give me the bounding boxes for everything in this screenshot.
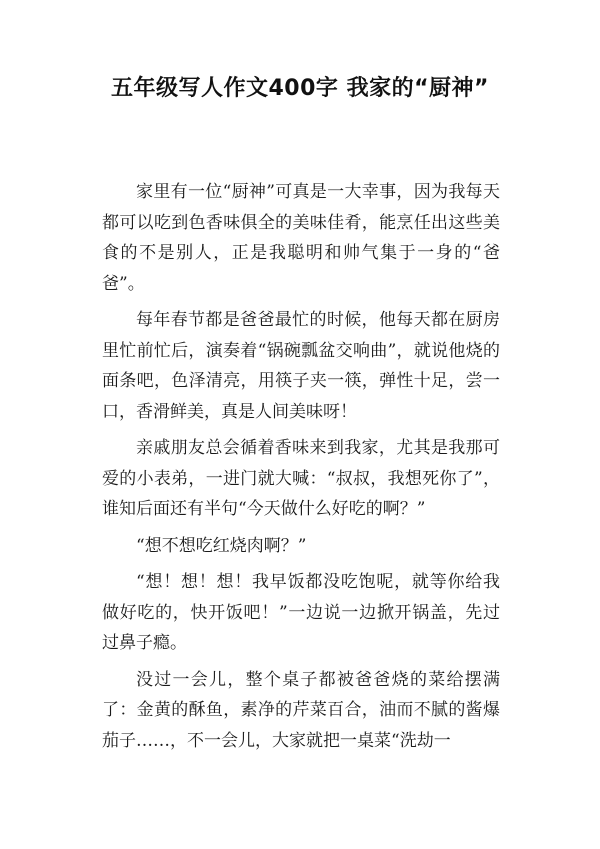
paragraph-4: “想不想吃红烧肉啊？” [136, 535, 307, 556]
paragraph-6: 没过一会儿，整个桌子都被爸爸烧的菜给摆满了：金黄的酥鱼，素净的芹菜百合，油而不腻的酱爆茄子……，不一会儿，大家就把一桌菜“洗劫一 [102, 669, 500, 751]
paragraph-5: “想！想！想！我早饭都没吃饱呢，就等你给我做好吃的，快开饭吧！”一边说一边掀开锅盖，先过过鼻子瘾。 [102, 572, 500, 653]
paragraph-3: 亲戚朋友总会循着香味来到我家，尤其是我那可爱的小表弟，一进门就大喊：“叔叔，我想死你了”，谁知后面还有半句“今天做什么好吃的啊？” [102, 438, 500, 519]
paragraph-1: 家里有一位“厨神”可真是一大幸事，因为我每天都可以吃到色香味俱全的美味佳肴，能烹任出这些美食的不是别人，正是我聪明和帅气集于一身的“爸爸”。 [102, 182, 500, 294]
article-body [102, 177, 500, 762]
paragraph-2: 每年春节都是爸爸最忙的时候，他每天都在厨房里忙前忙后，演奏着“锅碗瓢盆交响曲”，就说他烧的面条吧，色泽清亮，用筷子夹一筷，弹性十足，尝一口，香滑鲜美，真是人间美味呀！ [102, 310, 500, 422]
article-title: 五年级写人作文400字 我家的“厨神” [110, 76, 489, 101]
